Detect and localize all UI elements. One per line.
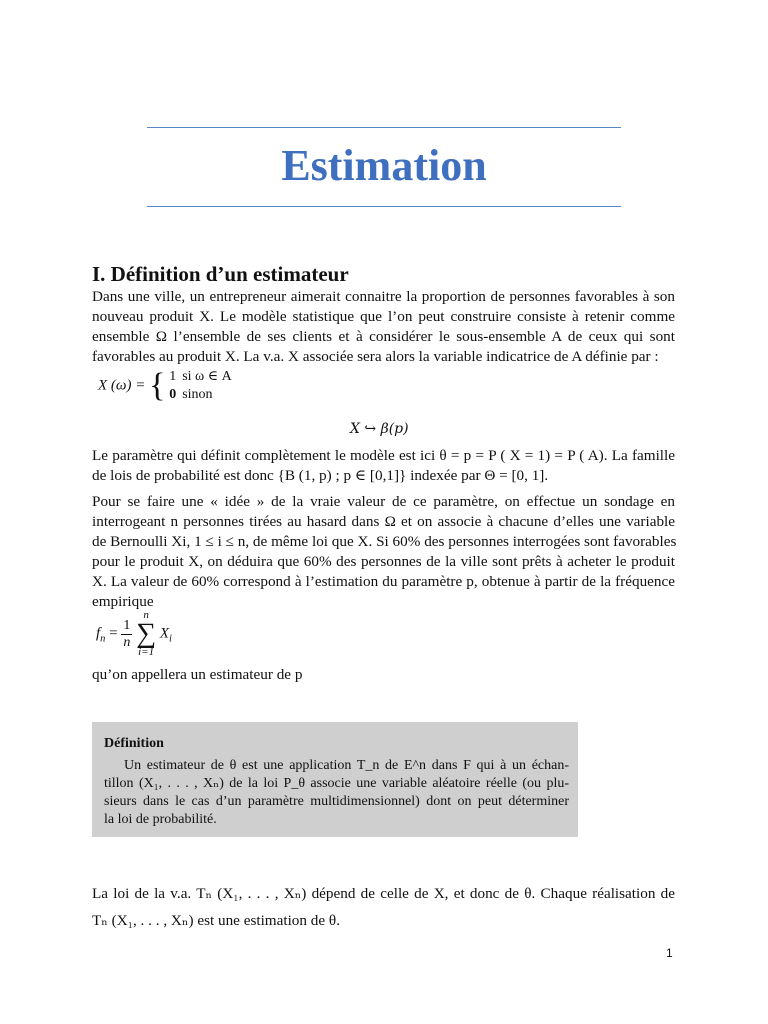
case2-condition: sinon bbox=[182, 387, 213, 402]
case1-value: 1 bbox=[169, 369, 177, 384]
intro-paragraph bbox=[92, 287, 675, 367]
freq-lhs: f bbox=[96, 625, 101, 642]
freq-lhs-sub: n bbox=[100, 633, 106, 645]
indicator-cases bbox=[169, 368, 238, 404]
definition-line: Un estimateur de θ est une application T_n de E^n dans F qui à un échan- bbox=[124, 758, 569, 773]
definition-body bbox=[104, 757, 569, 829]
intro-line: Dans une ville, un entrepreneur aimerait connaitre la proportion de personnes favorables à son bbox=[92, 288, 675, 305]
summation bbox=[136, 610, 156, 658]
title-bottom-rule bbox=[147, 206, 621, 207]
page-title: Estimation bbox=[281, 141, 487, 190]
indicator-lhs: X (ω) = bbox=[98, 377, 146, 394]
frequency-equation bbox=[96, 610, 172, 658]
definition-title: Définition bbox=[104, 736, 164, 751]
sondage-line: interrogeant n personnes tirées au hasard dans Ω et on associe à chacune d’elles une variable bbox=[92, 513, 675, 530]
definition-line: tillon (X₁, . . . , Xₙ) de la loi P_θ associe une variable aléatoire réelle (ou plu- bbox=[104, 776, 569, 791]
freq-equals: = bbox=[109, 625, 118, 642]
fraction-numerator: 1 bbox=[123, 617, 131, 633]
intro-line: ensemble Ω l’ensemble de ses clients et à considérer le sous-ensemble A de ceux qui sont bbox=[92, 328, 675, 345]
section-heading: I. Définition d’un estimateur bbox=[92, 262, 349, 286]
parameter-line: de lois de probabilité est donc {B (1, p) ; p ∈ [0,1]} indexée par Θ = [0, 1]. bbox=[92, 467, 549, 484]
definition-line: la loi de probabilité. bbox=[104, 812, 217, 827]
sum-term: X bbox=[159, 625, 170, 642]
sigma-symbol: ∑ bbox=[136, 618, 157, 649]
sum-upper-bound: n bbox=[143, 609, 149, 621]
definition-line: sieurs dans le cas d’un paramètre multidimensionnel) dont on peut déterminer bbox=[104, 794, 569, 809]
fraction-denominator: n bbox=[123, 634, 131, 650]
sondage-line: X. La valeur de 60% correspond à l’estimation du paramètre p, obtenue à partir de la fréquence bbox=[92, 573, 675, 590]
sondage-paragraph bbox=[92, 492, 675, 612]
parameter-paragraph bbox=[92, 446, 675, 486]
intro-line: favorables au produit X. La v.a. X associée sera alors la variable indicatrice de A définie par : bbox=[92, 348, 659, 365]
indicator-equation bbox=[98, 368, 238, 404]
sondage-line: de Bernoulli Xi, 1 ≤ i ≤ n, de même loi que X. Si 60% des personnes interrogées sont favorables bbox=[92, 533, 677, 550]
title-top-rule bbox=[147, 127, 621, 128]
estimator-note bbox=[92, 665, 675, 685]
page-number: 1 bbox=[666, 946, 673, 960]
freq-fraction bbox=[121, 618, 132, 651]
sondage-line: pour le produit X, on déduira que 60% des personnes de la ville sont prêts à acheter le produit bbox=[92, 553, 675, 570]
closing-line: La loi de la v.a. Tₙ (X₁, . . . , Xₙ) dépend de celle de X, et donc de θ. Chaque réalisation de bbox=[92, 885, 675, 902]
sondage-line: Pour se faire une « idée » de la vraie valeur de ce paramètre, on effectue un sondage en bbox=[92, 493, 675, 510]
sum-lower-bound: i=1 bbox=[138, 646, 155, 658]
closing-line: Tₙ (X₁, . . . , Xₙ) est une estimation de θ. bbox=[92, 912, 340, 929]
definition-box bbox=[92, 722, 578, 837]
case2-value: 0 bbox=[169, 387, 177, 402]
intro-line: nouveau produit X. Le modèle statistique que l’on peut construire consiste à retenir comme bbox=[92, 308, 675, 325]
parameter-line: Le paramètre qui définit complètement le modèle est ici θ = p = P ( X = 1) = P ( A). La famille bbox=[92, 447, 675, 464]
sondage-line: empirique bbox=[92, 593, 154, 610]
closing-paragraph bbox=[92, 880, 675, 934]
law-equation: X ↪ β(p) bbox=[350, 421, 409, 437]
sum-term-sub: i bbox=[169, 633, 172, 645]
left-brace: { bbox=[149, 367, 166, 404]
case1-condition: si ω ∈ A bbox=[182, 369, 232, 384]
estimator-note-text: qu’on appellera un estimateur de p bbox=[92, 666, 303, 683]
